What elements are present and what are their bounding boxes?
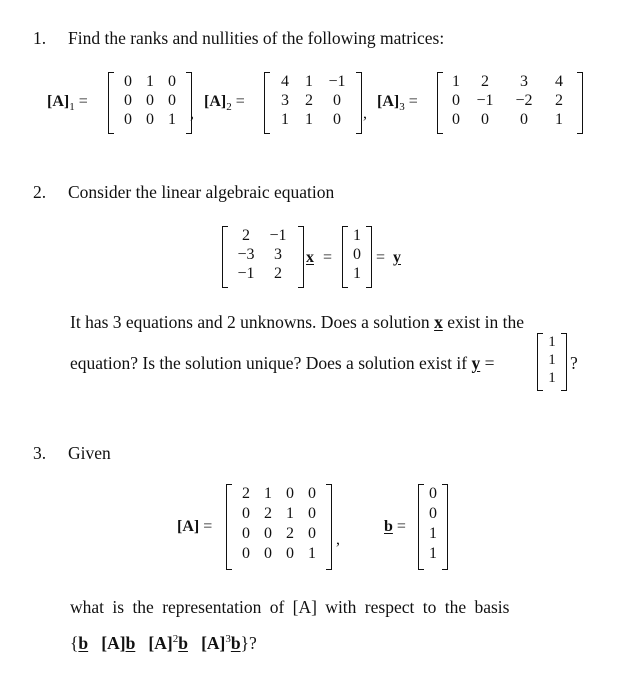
matrix-entry: 0 <box>124 72 132 90</box>
matrix-entry: 2 <box>481 72 489 90</box>
matrix-entry: 0 <box>452 91 460 109</box>
matrix-entry: 2 <box>305 91 313 109</box>
matrix-entry: −3 <box>237 245 255 263</box>
matrix-entry: −1 <box>476 91 494 109</box>
matrix-entry: 0 <box>308 485 316 502</box>
matrix-a-label: [A] = <box>177 518 213 535</box>
matrix-entry: 2 <box>242 485 250 502</box>
basis-set: {b [A]b $[A]^2b$ $[A]^3b$}? <box>70 632 257 653</box>
vector-entry: 1 <box>548 352 556 368</box>
matrix-entry: 1 <box>281 110 289 128</box>
vector-x: x <box>306 249 314 266</box>
comma-2: , <box>363 105 367 122</box>
matrix-entry: 0 <box>481 110 489 128</box>
vector-entry: 0 <box>429 505 437 522</box>
vector-entry: 1 <box>429 545 437 562</box>
matrix-entry: 0 <box>264 545 272 562</box>
matrix-entry: −1 <box>237 264 255 282</box>
vector-entry: 1 <box>353 264 361 282</box>
problem-3-text: Given <box>68 443 111 463</box>
problem-2-line-1: It has 3 equations and 2 unknowns. Does a solution x exist in the <box>70 312 524 332</box>
matrix-entry: 0 <box>286 485 294 502</box>
matrix-entry: 0 <box>124 110 132 128</box>
matrix-entry: 4 <box>281 72 289 90</box>
matrix-entry: −1 <box>328 72 346 90</box>
matrix-entry: 0 <box>333 110 341 128</box>
problem-2-line-2: equation? Is the solution unique? Does a solution exist if y = <box>70 353 495 373</box>
equals-sign: = <box>323 249 333 266</box>
matrix-a <box>226 484 332 570</box>
matrix-entry: 2 <box>242 226 250 244</box>
coefficient-matrix <box>222 226 304 288</box>
matrix-entry: 0 <box>308 505 316 522</box>
matrix-entry: 0 <box>308 525 316 542</box>
matrix-entry: 0 <box>146 110 154 128</box>
matrix-entry: 0 <box>333 91 341 109</box>
matrix-a1-label: $[A]_1$ = <box>47 93 88 114</box>
matrix-entry: 0 <box>242 525 250 542</box>
matrix-entry: 0 <box>264 525 272 542</box>
matrix-entry: 1 <box>452 72 460 90</box>
problem-1-number: 1. <box>33 28 47 48</box>
matrix-entry: 1 <box>286 505 294 522</box>
matrix-entry: −2 <box>515 91 533 109</box>
matrix-entry: 2 <box>274 264 282 282</box>
matrix-entry: 3 <box>274 245 282 263</box>
matrix-a3-label: $[A]_3$ = <box>377 93 418 114</box>
matrix-entry: 0 <box>168 91 176 109</box>
problem-2-number: 2. <box>33 182 47 202</box>
vector-entry: 1 <box>548 334 556 350</box>
matrix-entry: 1 <box>308 545 316 562</box>
matrix-entry: 1 <box>168 110 176 128</box>
vector-entry: 1 <box>353 226 361 244</box>
problem-2-text: Consider the linear algebraic equation <box>68 182 335 202</box>
matrix-entry: 1 <box>305 110 313 128</box>
matrix-a2 <box>264 72 362 134</box>
matrix-a3 <box>437 72 583 134</box>
comma-3: , <box>336 531 340 548</box>
test-vector-y <box>537 333 567 391</box>
vector-entry: 1 <box>548 370 556 386</box>
rhs-vector <box>342 226 372 288</box>
matrix-entry: 0 <box>520 110 528 128</box>
matrix-entry: −1 <box>269 226 287 244</box>
matrix-entry: 0 <box>124 91 132 109</box>
question-mark: ? <box>570 353 578 373</box>
matrix-entry: 2 <box>555 91 563 109</box>
comma-1: , <box>190 105 194 122</box>
vector-y: y <box>393 249 401 266</box>
vector-entry: 0 <box>429 485 437 502</box>
problem-3-number: 3. <box>33 443 47 463</box>
matrix-entry: 1 <box>305 72 313 90</box>
matrix-entry: 1 <box>146 72 154 90</box>
matrix-entry: 3 <box>281 91 289 109</box>
matrix-entry: 0 <box>242 545 250 562</box>
vector-b-label: b = <box>384 518 406 535</box>
problem-3-question-line-1: what is the representation of [A] with respect to the basis <box>70 597 510 617</box>
matrix-entry: 2 <box>264 505 272 522</box>
matrix-entry: 2 <box>286 525 294 542</box>
vector-entry: 0 <box>353 245 361 263</box>
equals-sign-2: = <box>376 249 386 266</box>
matrix-a2-label: $[A]_2$ = <box>204 93 245 114</box>
matrix-entry: 0 <box>146 91 154 109</box>
matrix-entry: 0 <box>242 505 250 522</box>
matrix-entry: 0 <box>168 72 176 90</box>
matrix-entry: 3 <box>520 72 528 90</box>
matrix-entry: 0 <box>286 545 294 562</box>
vector-b <box>418 484 448 570</box>
matrix-entry: 4 <box>555 72 563 90</box>
problem-1-text: Find the ranks and nullities of the following matrices: <box>68 28 445 48</box>
vector-entry: 1 <box>429 525 437 542</box>
matrix-a1 <box>108 72 192 134</box>
matrix-entry: 1 <box>264 485 272 502</box>
matrix-entry: 1 <box>555 110 563 128</box>
matrix-entry: 0 <box>452 110 460 128</box>
